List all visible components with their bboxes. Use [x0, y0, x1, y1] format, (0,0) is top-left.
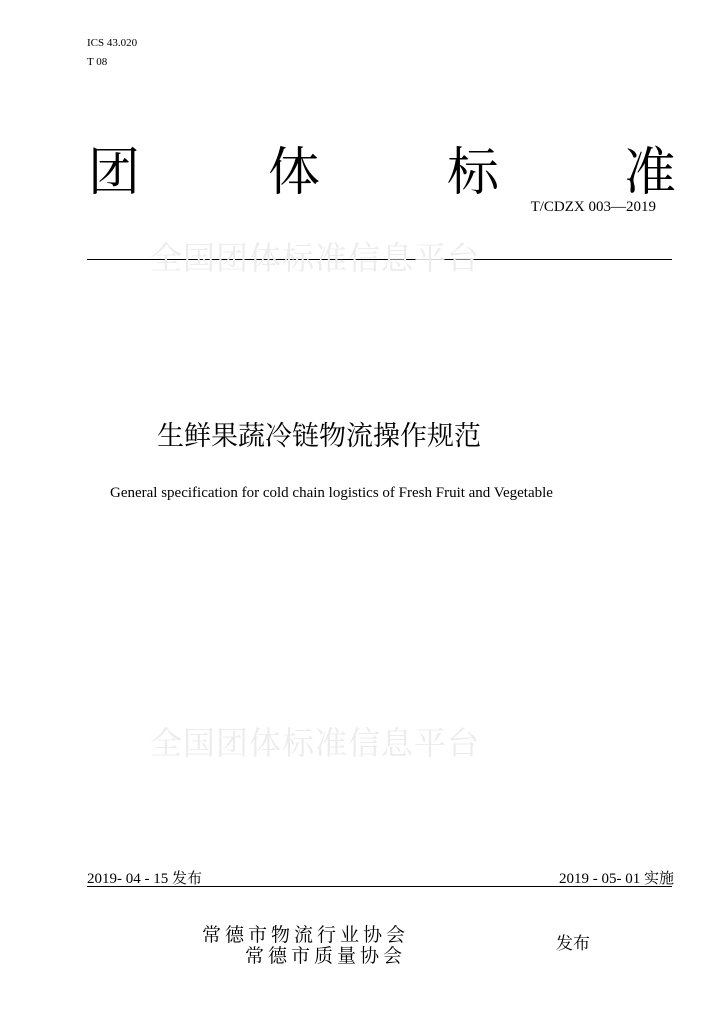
- publish-label: 发布: [556, 934, 590, 954]
- footer-divider: [87, 886, 672, 887]
- standard-number: T/CDZX 003—2019: [530, 199, 656, 215]
- publisher-org-1: 常德市物流行业协会: [202, 924, 410, 946]
- doc-type-char-4: 准: [624, 143, 677, 203]
- ics-code: ICS 43.020: [87, 37, 138, 49]
- title-chinese: 生鲜果蔬冷链物流操作规范: [157, 421, 481, 452]
- watermark-bottom: 全国团体标准信息平台: [150, 724, 481, 762]
- watermark-top: 全国团体标准信息平台: [150, 239, 481, 277]
- publisher-org-2: 常德市质量协会: [245, 945, 407, 967]
- title-english: General specification for cold chain logistics of Fresh Fruit and Vegetable: [110, 485, 553, 501]
- doc-type-char-1: 团: [88, 143, 141, 203]
- publish-date: 2019- 04 - 15 发布: [87, 871, 202, 887]
- doc-type-char-3: 标: [447, 143, 500, 203]
- effective-date: 2019 - 05- 01 实施: [559, 871, 674, 887]
- classification-code: T 08: [87, 56, 108, 68]
- doc-type-char-2: 体: [268, 143, 321, 203]
